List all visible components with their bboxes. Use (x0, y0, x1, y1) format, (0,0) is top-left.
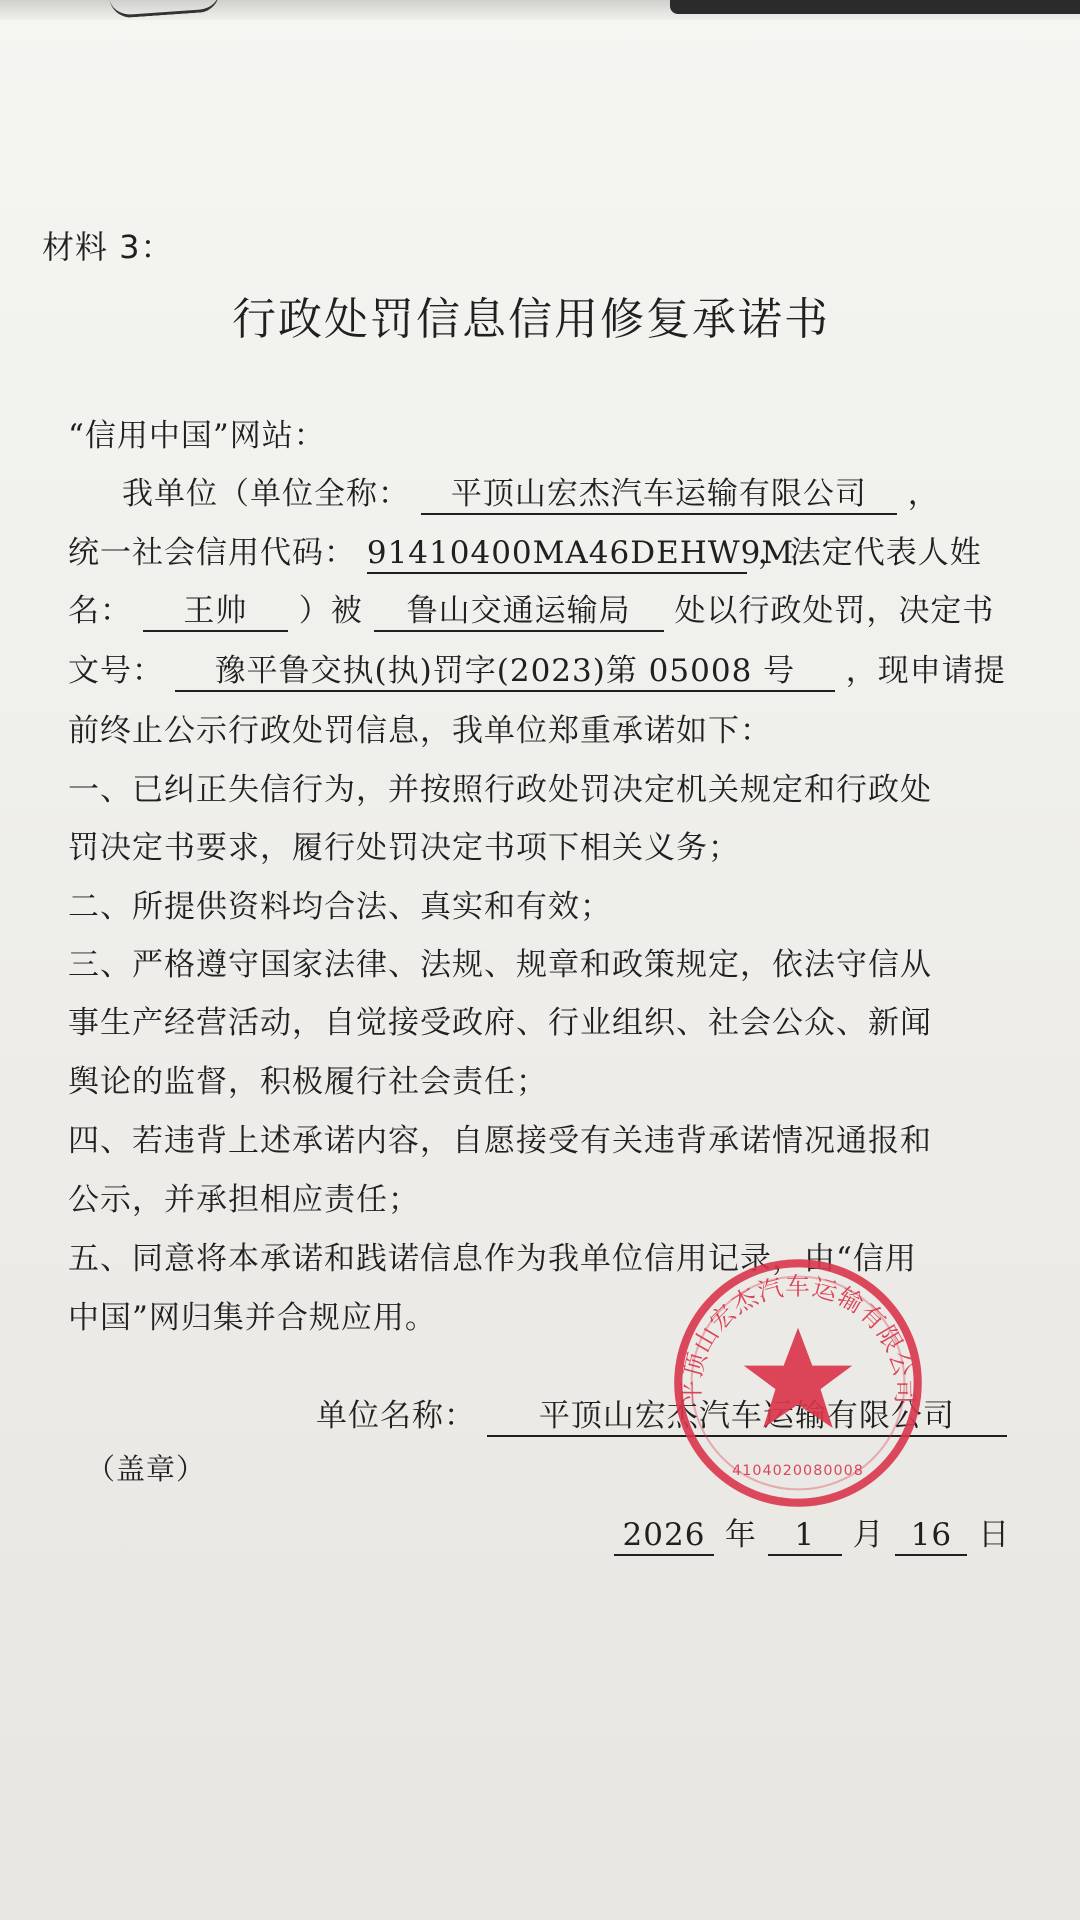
intro-l4-pre: 文号： (68, 653, 164, 689)
date-month-unit: 月 (852, 1517, 885, 1553)
company-seal (665, 1250, 931, 1516)
commitment-4-line-2: 公示，并承担相应责任； (68, 1182, 420, 1218)
document-title: 行政处罚信息信用修复承诺书 (232, 294, 830, 345)
intro-l4-post: ，现申请提 (845, 653, 1006, 689)
seal-number: 4104020080008 (732, 1463, 864, 1480)
date-day-unit: 日 (978, 1517, 1011, 1553)
commitment-3-line-3: 舆论的监督，积极履行社会责任； (68, 1064, 548, 1100)
intro-line-3 (68, 595, 994, 632)
date-day: 16 (895, 1519, 967, 1556)
intro-line-1 (122, 478, 940, 515)
seal-company-textpath: 平顶山宏杰汽车运输有限公司 (676, 1271, 920, 1406)
intro-l3-post: 处以行政处罚，决定书 (674, 593, 995, 629)
credit-code-blank: 91410400MA46DEHW9M (367, 537, 747, 574)
commitment-1-line-1: 一、已纠正失信行为，并按照行政处罚决定机关规定和行政处 (68, 772, 932, 808)
intro-l3-mid: ）被 (298, 593, 363, 629)
intro-line-2 (68, 537, 982, 574)
top-dark-edge (670, 0, 1080, 14)
intro-line-5: 前终止公示行政处罚信息，我单位郑重承诺如下： (68, 713, 772, 749)
commitment-3-line-1: 三、严格遵守国家法律、法规、规章和政策规定，依法守信从 (68, 947, 932, 983)
date-year-unit: 年 (724, 1517, 757, 1553)
company-full-name-blank: 平顶山宏杰汽车运输有限公司 (421, 478, 897, 515)
date-year: 2026 (614, 1519, 714, 1556)
intro-l1-post: ， (907, 476, 940, 512)
decision-no-blank: 豫平鲁交执(执)罚字(2023)第 05008 号 (175, 655, 835, 692)
seal-star-icon (744, 1328, 852, 1428)
material-label: 材料 3： (42, 228, 174, 266)
salutation: “信用中国”网站： (68, 418, 326, 454)
legal-rep-blank: 王帅 (143, 595, 288, 632)
signature-label: 单位名称： (316, 1398, 476, 1434)
commitment-3-line-2: 事生产经营活动，自觉接受政府、行业组织、社会公众、新闻 (68, 1005, 932, 1041)
intro-line-4 (68, 655, 1006, 692)
salutation-line (68, 418, 326, 454)
commitment-2-line-1: 二、所提供资料均合法、真实和有效； (68, 889, 612, 925)
intro-l2-pre: 统一社会信用代码： (68, 535, 356, 571)
intro-l3-pre: 名： (68, 593, 132, 629)
signature-company-blank: 平顶山宏杰汽车运输有限公司 (487, 1400, 1007, 1437)
authority-blank: 鲁山交通运输局 (374, 595, 664, 632)
commitment-1-line-2: 罚决定书要求，履行处罚决定书项下相关义务； (68, 830, 740, 866)
commitment-5-line-2: 中国”网归集并合规应用。 (68, 1300, 437, 1336)
commitment-5-line-1: 五、同意将本承诺和践诺信息作为我单位信用记录，由“信用 (68, 1241, 917, 1277)
intro-l2-post: ，法定代表人姓 (757, 535, 982, 571)
seal-note: （盖章） (86, 1452, 207, 1486)
date-line (614, 1519, 1010, 1556)
date-month: 1 (768, 1519, 842, 1556)
commitment-4-line-1: 四、若违背上述承诺内容，自愿接受有关违背承诺情况通报和 (68, 1123, 932, 1159)
intro-l1-pre: 我单位（单位全称： (122, 476, 410, 512)
